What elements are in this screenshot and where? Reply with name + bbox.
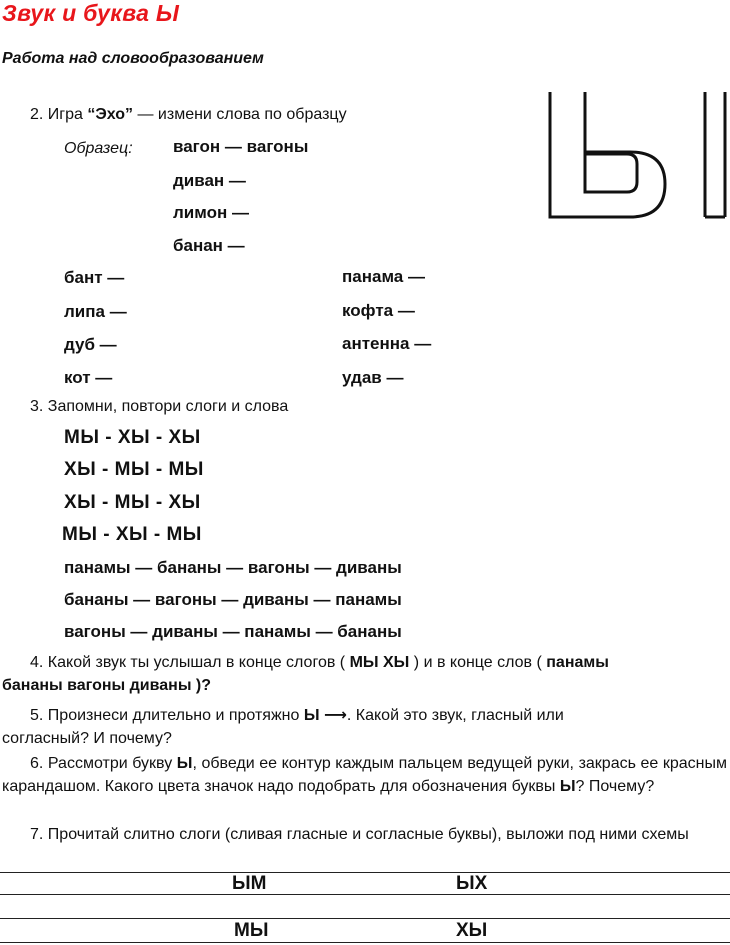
task-number: 4 [30,654,39,671]
task-7-instruction [2,823,727,846]
sample-word: диван — [173,171,246,190]
word-right: антенна — [342,334,432,353]
schema-line [0,942,730,943]
task-text: — измени слова по образцу [133,106,347,123]
task-text: . Какой звук ты услышал в конце слогов ( [38,654,350,671]
task-text: ? Почему? [575,778,655,795]
word-right: панама — [342,267,425,286]
task-number: 7 [30,826,39,843]
word-left: бант — [64,268,125,287]
sample-word: лимон — [173,203,249,222]
task-number: 2 [30,106,39,123]
game-name: “Эхо” [87,106,134,123]
syllable-row: ХЫ - МЫ - ХЫ [64,492,201,513]
syllable-row: МЫ - ХЫ - ХЫ [64,427,201,448]
word-left: липа — [64,302,127,321]
task-text: . Произнеси длительно и протяжно [38,707,304,724]
task-text: . Прочитай слитно слоги (сливая гласные и согласные буквы), выложи под ними схемы [38,826,689,843]
schema-syllable: ХЫ [456,920,488,941]
word-left: кот — [64,368,113,387]
task-6-instruction [2,752,727,798]
syllables-bold: МЫ ХЫ [349,654,410,671]
task-text: , обведи ее контур каждым пальцем ведущей руки, закрась ее красным карандашом. Какого цвета значок надо подобрать для обозначения буквы [2,755,727,795]
schema-line [0,918,730,919]
sample-word: вагон — вагоны [173,137,309,156]
task-number: 3 [30,398,39,415]
page-title: Звук и буква Ы [2,0,180,26]
task-2-instruction [30,106,347,124]
task-text: )? [191,677,212,694]
sample-label: Образец: [64,140,133,157]
syllable-row: ХЫ - МЫ - МЫ [64,459,204,480]
word-right: кофта — [342,301,415,320]
cut-off-text-line [30,83,370,91]
word-chain: вагоны — диваны — панамы — бананы [64,622,402,641]
task-text: . Запомни, повтори слоги и слова [38,398,289,415]
letter-bold: Ы [176,755,193,772]
sample-word: банан — [173,236,245,255]
task-number: 5 [30,707,39,724]
letter-bold: Ы [303,707,320,724]
words-bold: панамы [546,654,609,671]
syllable-row: МЫ - ХЫ - МЫ [62,524,202,545]
words-bold: бананы вагоны диваны [2,677,192,694]
task-text: . Игра [38,106,88,123]
task-4-instruction [30,651,730,674]
letter-bold: Ы [559,778,576,795]
task-text: . Рассмотри букву [38,755,177,772]
schema-syllable: МЫ [234,920,269,941]
arrow-icon: ⟶ [323,707,347,724]
task-text: . Какой это звук, гласный или [346,707,564,724]
word-chain: панамы — бананы — вагоны — диваны [64,558,402,577]
task-4-continuation [2,674,702,697]
word-chain: бананы — вагоны — диваны — панамы [64,590,402,609]
schema-syllable: ЫМ [232,873,267,894]
task-5-instruction [30,704,720,727]
letter-yery-outline-icon [545,92,730,227]
schema-line [0,894,730,895]
schema-syllable: ЫХ [456,873,488,894]
task-5-continuation: согласный? И почему? [2,730,172,747]
page-subtitle: Работа над словообразованием [2,50,264,67]
word-left: дуб — [64,335,117,354]
task-text: ) и в конце слов ( [409,654,547,671]
task-number: 6 [30,755,39,772]
task-3-instruction [30,398,288,416]
schema-line [0,872,730,873]
word-right: удав — [342,368,404,387]
